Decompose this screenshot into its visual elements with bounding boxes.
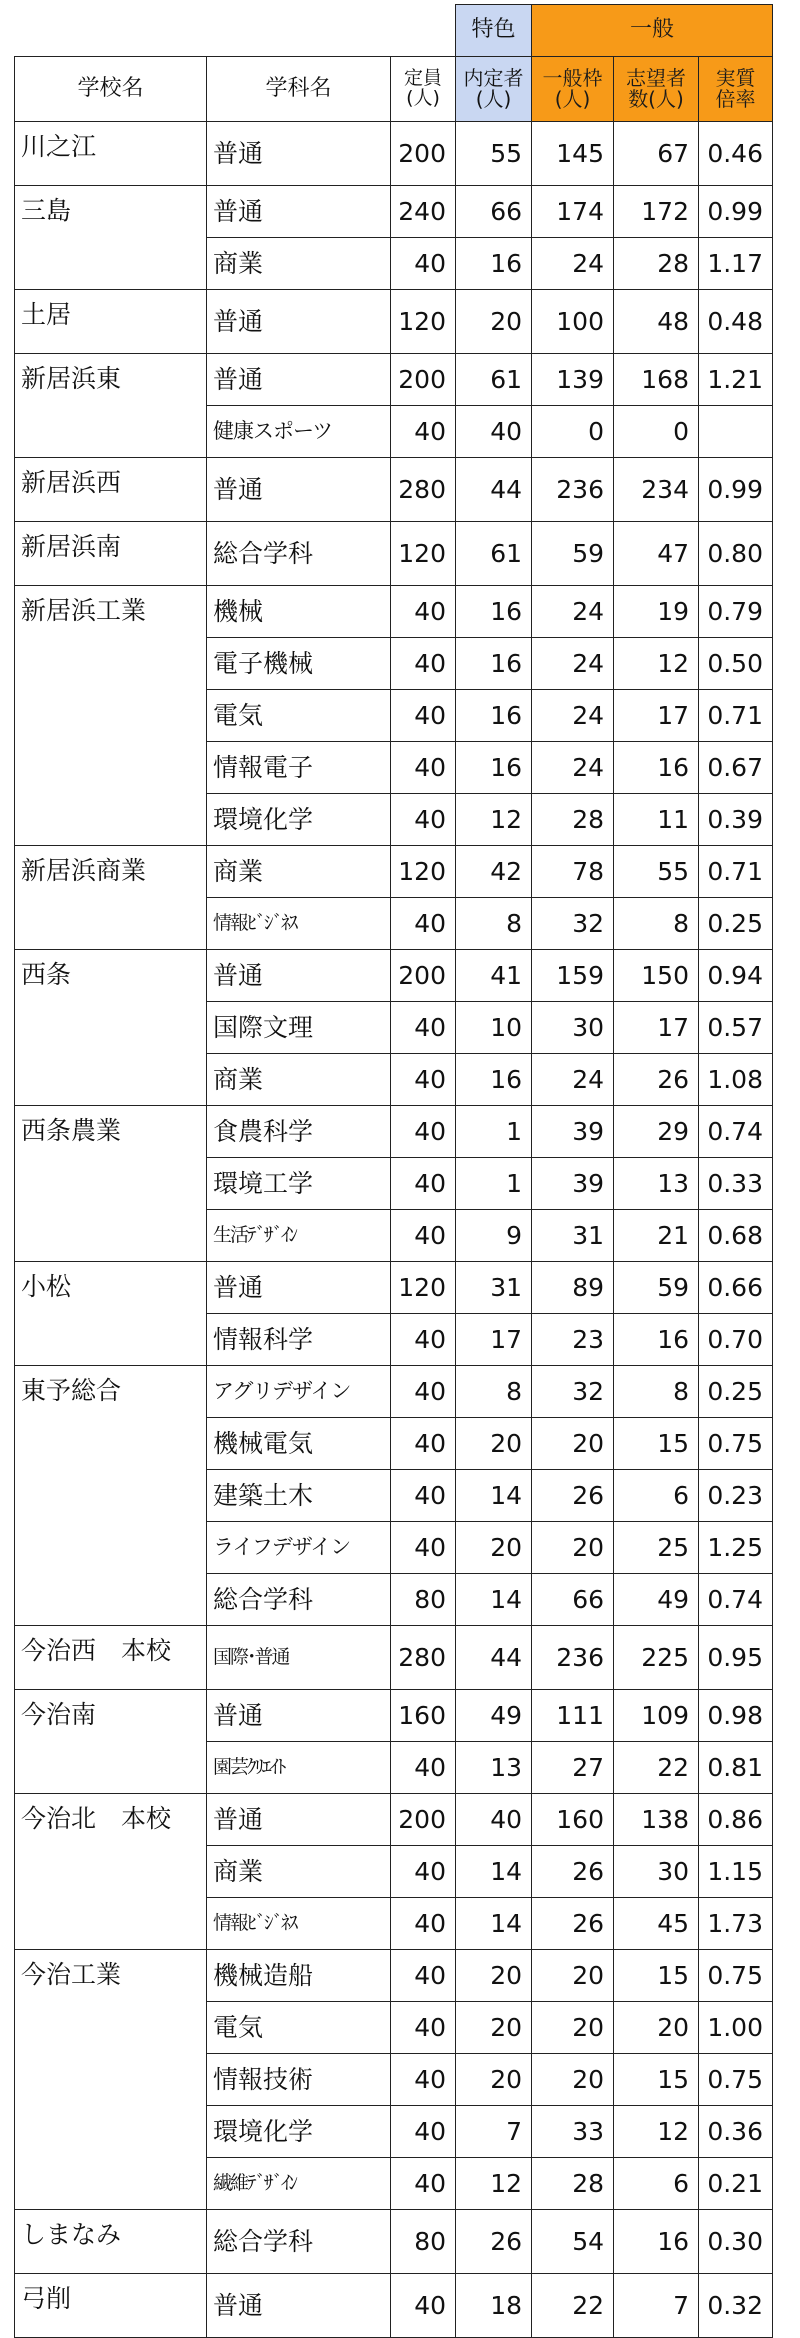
header-group-row — [15, 5, 773, 57]
cell-dept: 普通 — [207, 1689, 391, 1741]
cell-ippan-waku: 24 — [532, 741, 614, 793]
table-row — [15, 845, 773, 897]
cell-capacity: 40 — [391, 897, 456, 949]
cell-school-name: 今治南 — [15, 1689, 207, 1793]
cell-ratio: 0.74 — [699, 1573, 773, 1625]
cell-naitei: 8 — [456, 897, 532, 949]
cell-applicants: 49 — [614, 1573, 699, 1625]
cell-ippan-waku: 54 — [532, 2209, 614, 2273]
cell-ippan-waku: 89 — [532, 1261, 614, 1313]
cell-capacity: 240 — [391, 185, 456, 237]
cell-capacity: 40 — [391, 405, 456, 457]
cell-capacity: 120 — [391, 289, 456, 353]
cell-ippan-waku: 24 — [532, 637, 614, 689]
cell-dept: 情報ﾋﾞｼﾞﾈｽ — [207, 1897, 391, 1949]
cell-dept: 普通 — [207, 949, 391, 1001]
cell-applicants: 15 — [614, 1417, 699, 1469]
cell-naitei: 44 — [456, 1625, 532, 1689]
cell-ippan-waku: 20 — [532, 1521, 614, 1573]
cell-applicants: 13 — [614, 1157, 699, 1209]
cell-applicants: 15 — [614, 2053, 699, 2105]
cell-naitei: 16 — [456, 237, 532, 289]
cell-ratio: 0.74 — [699, 1105, 773, 1157]
cell-ippan-waku: 26 — [532, 1897, 614, 1949]
cell-applicants: 19 — [614, 585, 699, 637]
cell-ippan-waku: 39 — [532, 1105, 614, 1157]
cell-ratio: 0.57 — [699, 1001, 773, 1053]
cell-ippan-waku: 20 — [532, 1417, 614, 1469]
cell-naitei: 55 — [456, 121, 532, 185]
cell-capacity: 40 — [391, 2053, 456, 2105]
cell-dept: 食農科学 — [207, 1105, 391, 1157]
header-group-ippan: 一般 — [532, 5, 773, 57]
cell-naitei: 10 — [456, 1001, 532, 1053]
cell-school-name: 新居浜東 — [15, 353, 207, 457]
cell-dept: 環境化学 — [207, 2105, 391, 2157]
cell-applicants: 11 — [614, 793, 699, 845]
cell-ippan-waku: 236 — [532, 457, 614, 521]
cell-applicants: 16 — [614, 1313, 699, 1365]
cell-dept: 普通 — [207, 1793, 391, 1845]
cell-naitei: 40 — [456, 1793, 532, 1845]
cell-naitei: 20 — [456, 2001, 532, 2053]
cell-naitei: 20 — [456, 2053, 532, 2105]
cell-applicants: 172 — [614, 185, 699, 237]
cell-dept: 情報技術 — [207, 2053, 391, 2105]
cell-ippan-waku: 39 — [532, 1157, 614, 1209]
cell-ratio: 0.79 — [699, 585, 773, 637]
cell-ratio: 0.68 — [699, 1209, 773, 1261]
cell-naitei: 41 — [456, 949, 532, 1001]
cell-capacity: 40 — [391, 1157, 456, 1209]
cell-ratio: 1.15 — [699, 1845, 773, 1897]
cell-applicants: 16 — [614, 2209, 699, 2273]
cell-naitei: 7 — [456, 2105, 532, 2157]
cell-naitei: 16 — [456, 1053, 532, 1105]
header-school: 学校名 — [15, 56, 207, 121]
cell-naitei: 13 — [456, 1741, 532, 1793]
cell-capacity: 80 — [391, 1573, 456, 1625]
cell-dept: 総合学科 — [207, 521, 391, 585]
cell-dept: 機械電気 — [207, 1417, 391, 1469]
cell-applicants: 16 — [614, 741, 699, 793]
cell-school-name: 小松 — [15, 1261, 207, 1365]
cell-naitei: 14 — [456, 1469, 532, 1521]
cell-ippan-waku: 66 — [532, 1573, 614, 1625]
header-group-tokushoku: 特色 — [456, 5, 532, 57]
cell-applicants: 6 — [614, 2157, 699, 2209]
cell-capacity: 40 — [391, 2001, 456, 2053]
cell-applicants: 109 — [614, 1689, 699, 1741]
cell-applicants: 45 — [614, 1897, 699, 1949]
cell-ippan-waku: 28 — [532, 793, 614, 845]
cell-dept: 普通 — [207, 2273, 391, 2337]
cell-naitei: 16 — [456, 741, 532, 793]
cell-school-name: 今治西 本校 — [15, 1625, 207, 1689]
cell-capacity: 40 — [391, 1053, 456, 1105]
cell-school-name: 西条 — [15, 949, 207, 1105]
cell-applicants: 150 — [614, 949, 699, 1001]
cell-dept: 環境化学 — [207, 793, 391, 845]
cell-capacity: 40 — [391, 741, 456, 793]
cell-ratio: 0.67 — [699, 741, 773, 793]
table-row — [15, 1793, 773, 1845]
cell-naitei: 12 — [456, 2157, 532, 2209]
cell-ratio: 0.66 — [699, 1261, 773, 1313]
cell-ratio: 0.50 — [699, 637, 773, 689]
cell-capacity: 160 — [391, 1689, 456, 1741]
cell-naitei: 20 — [456, 289, 532, 353]
cell-applicants: 234 — [614, 457, 699, 521]
cell-capacity: 280 — [391, 457, 456, 521]
cell-school-name: 新居浜工業 — [15, 585, 207, 845]
cell-school-name: 新居浜商業 — [15, 845, 207, 949]
cell-ratio: 0.39 — [699, 793, 773, 845]
cell-ippan-waku: 0 — [532, 405, 614, 457]
cell-dept: 普通 — [207, 185, 391, 237]
cell-ippan-waku: 24 — [532, 1053, 614, 1105]
cell-applicants: 0 — [614, 405, 699, 457]
cell-dept: 園芸ｸﾘｴｲﾄ — [207, 1741, 391, 1793]
cell-dept: 情報科学 — [207, 1313, 391, 1365]
cell-naitei: 1 — [456, 1157, 532, 1209]
cell-ratio: 0.33 — [699, 1157, 773, 1209]
cell-applicants: 15 — [614, 1949, 699, 2001]
header-dept: 学科名 — [207, 56, 391, 121]
cell-naitei: 8 — [456, 1365, 532, 1417]
cell-dept: 情報ﾋﾞｼﾞﾈｽ — [207, 897, 391, 949]
cell-dept: 総合学科 — [207, 2209, 391, 2273]
cell-ratio: 0.32 — [699, 2273, 773, 2337]
cell-dept: 建築土木 — [207, 1469, 391, 1521]
cell-ratio: 0.48 — [699, 289, 773, 353]
cell-dept: 電気 — [207, 689, 391, 741]
cell-ippan-waku: 236 — [532, 1625, 614, 1689]
cell-dept: 商業 — [207, 845, 391, 897]
cell-ratio: 0.23 — [699, 1469, 773, 1521]
cell-dept: 繊維ﾃﾞｻﾞｲﾝ — [207, 2157, 391, 2209]
cell-dept: 電気 — [207, 2001, 391, 2053]
cell-dept: アグリデザイン — [207, 1365, 391, 1417]
cell-applicants: 225 — [614, 1625, 699, 1689]
cell-dept: 商業 — [207, 237, 391, 289]
cell-capacity: 200 — [391, 1793, 456, 1845]
table-row — [15, 949, 773, 1001]
cell-school-name: 新居浜南 — [15, 521, 207, 585]
cell-ratio: 0.75 — [699, 1949, 773, 2001]
cell-ratio: 0.70 — [699, 1313, 773, 1365]
cell-applicants: 67 — [614, 121, 699, 185]
cell-ippan-waku: 78 — [532, 845, 614, 897]
cell-capacity: 280 — [391, 1625, 456, 1689]
cell-capacity: 40 — [391, 1417, 456, 1469]
cell-capacity: 40 — [391, 2157, 456, 2209]
cell-naitei: 14 — [456, 1845, 532, 1897]
cell-naitei: 14 — [456, 1573, 532, 1625]
table-row — [15, 1689, 773, 1741]
cell-dept: 機械 — [207, 585, 391, 637]
cell-ratio: 0.86 — [699, 1793, 773, 1845]
table-row — [15, 1105, 773, 1157]
cell-ratio: 0.21 — [699, 2157, 773, 2209]
cell-capacity: 40 — [391, 1949, 456, 2001]
cell-school-name: 新居浜西 — [15, 457, 207, 521]
cell-capacity: 120 — [391, 521, 456, 585]
cell-school-name: 今治工業 — [15, 1949, 207, 2209]
cell-capacity: 120 — [391, 845, 456, 897]
cell-ratio: 0.94 — [699, 949, 773, 1001]
cell-school-name: 川之江 — [15, 121, 207, 185]
cell-capacity: 80 — [391, 2209, 456, 2273]
cell-dept: 健康スポーツ — [207, 405, 391, 457]
cell-ippan-waku: 31 — [532, 1209, 614, 1261]
table-row — [15, 521, 773, 585]
cell-capacity: 40 — [391, 689, 456, 741]
cell-ratio — [699, 405, 773, 457]
cell-ippan-waku: 24 — [532, 237, 614, 289]
cell-naitei: 26 — [456, 2209, 532, 2273]
cell-ratio: 0.46 — [699, 121, 773, 185]
cell-ratio: 1.17 — [699, 237, 773, 289]
cell-applicants: 20 — [614, 2001, 699, 2053]
cell-naitei: 9 — [456, 1209, 532, 1261]
cell-ippan-waku: 32 — [532, 897, 614, 949]
cell-dept: ライフデザイン — [207, 1521, 391, 1573]
cell-applicants: 12 — [614, 2105, 699, 2157]
cell-ratio: 0.99 — [699, 185, 773, 237]
cell-naitei: 16 — [456, 689, 532, 741]
cell-applicants: 17 — [614, 1001, 699, 1053]
table-row — [15, 457, 773, 521]
cell-naitei: 61 — [456, 521, 532, 585]
cell-ippan-waku: 139 — [532, 353, 614, 405]
cell-naitei: 49 — [456, 1689, 532, 1741]
cell-dept: 生活ﾃﾞｻﾞｲﾝ — [207, 1209, 391, 1261]
table-body — [15, 121, 773, 2337]
cell-school-name: 東予総合 — [15, 1365, 207, 1625]
cell-applicants: 30 — [614, 1845, 699, 1897]
table-row — [15, 185, 773, 237]
cell-ippan-waku: 27 — [532, 1741, 614, 1793]
cell-school-name: しまなみ — [15, 2209, 207, 2273]
cell-dept: 総合学科 — [207, 1573, 391, 1625]
cell-ratio: 0.30 — [699, 2209, 773, 2273]
cell-applicants: 138 — [614, 1793, 699, 1845]
cell-naitei: 42 — [456, 845, 532, 897]
cell-naitei: 40 — [456, 405, 532, 457]
cell-naitei: 17 — [456, 1313, 532, 1365]
cell-applicants: 168 — [614, 353, 699, 405]
cell-ippan-waku: 111 — [532, 1689, 614, 1741]
cell-capacity: 40 — [391, 1313, 456, 1365]
cell-applicants: 55 — [614, 845, 699, 897]
table-row — [15, 289, 773, 353]
cell-capacity: 40 — [391, 2273, 456, 2337]
cell-naitei: 14 — [456, 1897, 532, 1949]
cell-school-name: 西条農業 — [15, 1105, 207, 1261]
cell-capacity: 40 — [391, 1741, 456, 1793]
cell-applicants: 22 — [614, 1741, 699, 1793]
cell-ippan-waku: 32 — [532, 1365, 614, 1417]
cell-dept: 普通 — [207, 289, 391, 353]
cell-capacity: 40 — [391, 1845, 456, 1897]
cell-ippan-waku: 33 — [532, 2105, 614, 2157]
table-row — [15, 2209, 773, 2273]
cell-ippan-waku: 174 — [532, 185, 614, 237]
cell-naitei: 16 — [456, 637, 532, 689]
cell-ratio: 0.25 — [699, 1365, 773, 1417]
cell-capacity: 40 — [391, 585, 456, 637]
cell-capacity: 120 — [391, 1261, 456, 1313]
cell-capacity: 40 — [391, 1105, 456, 1157]
cell-ratio: 0.80 — [699, 521, 773, 585]
header-row — [15, 56, 773, 121]
cell-capacity: 40 — [391, 1209, 456, 1261]
cell-dept: 機械造船 — [207, 1949, 391, 2001]
cell-capacity: 40 — [391, 637, 456, 689]
cell-naitei: 66 — [456, 185, 532, 237]
cell-ippan-waku: 30 — [532, 1001, 614, 1053]
cell-dept: 電子機械 — [207, 637, 391, 689]
cell-capacity: 200 — [391, 121, 456, 185]
cell-capacity: 40 — [391, 1521, 456, 1573]
cell-applicants: 8 — [614, 897, 699, 949]
cell-ippan-waku: 26 — [532, 1845, 614, 1897]
cell-ratio: 0.71 — [699, 845, 773, 897]
header-ratio: 実質 倍率 — [699, 56, 773, 121]
cell-applicants: 59 — [614, 1261, 699, 1313]
cell-ratio: 0.36 — [699, 2105, 773, 2157]
cell-naitei: 12 — [456, 793, 532, 845]
cell-ippan-waku: 145 — [532, 121, 614, 185]
cell-school-name: 今治北 本校 — [15, 1793, 207, 1949]
cell-ippan-waku: 160 — [532, 1793, 614, 1845]
cell-ippan-waku: 22 — [532, 2273, 614, 2337]
cell-ippan-waku: 24 — [532, 585, 614, 637]
cell-ratio: 1.21 — [699, 353, 773, 405]
cell-ippan-waku: 100 — [532, 289, 614, 353]
cell-capacity: 40 — [391, 793, 456, 845]
table-row — [15, 2273, 773, 2337]
cell-dept: 情報電子 — [207, 741, 391, 793]
cell-ratio: 0.95 — [699, 1625, 773, 1689]
header-ippan-waku: 一般枠 (人) — [532, 56, 614, 121]
admissions-table-container — [14, 4, 773, 2338]
cell-applicants: 25 — [614, 1521, 699, 1573]
table-row — [15, 1949, 773, 2001]
cell-ippan-waku: 20 — [532, 1949, 614, 2001]
cell-capacity: 40 — [391, 237, 456, 289]
cell-naitei: 61 — [456, 353, 532, 405]
cell-school-name: 弓削 — [15, 2273, 207, 2337]
cell-school-name: 三島 — [15, 185, 207, 289]
cell-applicants: 17 — [614, 689, 699, 741]
table-row — [15, 121, 773, 185]
header-capacity: 定員 (人) — [391, 56, 456, 121]
cell-naitei: 1 — [456, 1105, 532, 1157]
cell-capacity: 40 — [391, 1001, 456, 1053]
cell-capacity: 40 — [391, 1365, 456, 1417]
cell-dept: 普通 — [207, 457, 391, 521]
cell-ratio: 0.81 — [699, 1741, 773, 1793]
cell-ippan-waku: 26 — [532, 1469, 614, 1521]
cell-ratio: 1.00 — [699, 2001, 773, 2053]
cell-naitei: 31 — [456, 1261, 532, 1313]
cell-ippan-waku: 20 — [532, 2001, 614, 2053]
cell-applicants: 26 — [614, 1053, 699, 1105]
cell-ratio: 0.71 — [699, 689, 773, 741]
cell-dept: 普通 — [207, 353, 391, 405]
table-row — [15, 1365, 773, 1417]
cell-ippan-waku: 28 — [532, 2157, 614, 2209]
cell-capacity: 40 — [391, 1469, 456, 1521]
cell-capacity: 40 — [391, 2105, 456, 2157]
cell-applicants: 48 — [614, 289, 699, 353]
header-applicants: 志望者 数(人) — [614, 56, 699, 121]
cell-dept: 商業 — [207, 1053, 391, 1105]
cell-ratio: 1.25 — [699, 1521, 773, 1573]
cell-capacity: 40 — [391, 1897, 456, 1949]
table-row — [15, 585, 773, 637]
cell-dept: 国際文理 — [207, 1001, 391, 1053]
table-row — [15, 1261, 773, 1313]
cell-dept: 普通 — [207, 1261, 391, 1313]
cell-school-name: 土居 — [15, 289, 207, 353]
cell-ratio: 0.98 — [699, 1689, 773, 1741]
cell-naitei: 20 — [456, 1949, 532, 2001]
table-row — [15, 353, 773, 405]
cell-ippan-waku: 20 — [532, 2053, 614, 2105]
cell-capacity: 200 — [391, 353, 456, 405]
cell-applicants: 6 — [614, 1469, 699, 1521]
cell-ippan-waku: 159 — [532, 949, 614, 1001]
cell-applicants: 21 — [614, 1209, 699, 1261]
cell-ippan-waku: 24 — [532, 689, 614, 741]
cell-applicants: 47 — [614, 521, 699, 585]
cell-ratio: 1.08 — [699, 1053, 773, 1105]
cell-naitei: 20 — [456, 1521, 532, 1573]
cell-dept: 環境工学 — [207, 1157, 391, 1209]
cell-naitei: 18 — [456, 2273, 532, 2337]
cell-ratio: 1.73 — [699, 1897, 773, 1949]
cell-naitei: 20 — [456, 1417, 532, 1469]
cell-ratio: 0.25 — [699, 897, 773, 949]
cell-naitei: 16 — [456, 585, 532, 637]
cell-applicants: 7 — [614, 2273, 699, 2337]
cell-capacity: 200 — [391, 949, 456, 1001]
table-row — [15, 1625, 773, 1689]
admissions-table — [14, 4, 773, 2338]
cell-dept: 普通 — [207, 121, 391, 185]
cell-applicants: 29 — [614, 1105, 699, 1157]
cell-applicants: 12 — [614, 637, 699, 689]
header-naitei: 内定者 (人) — [456, 56, 532, 121]
cell-applicants: 8 — [614, 1365, 699, 1417]
cell-ratio: 0.75 — [699, 1417, 773, 1469]
cell-dept: 商業 — [207, 1845, 391, 1897]
cell-ratio: 0.99 — [699, 457, 773, 521]
cell-dept: 国際･普通 — [207, 1625, 391, 1689]
cell-ippan-waku: 59 — [532, 521, 614, 585]
cell-naitei: 44 — [456, 457, 532, 521]
cell-ratio: 0.75 — [699, 2053, 773, 2105]
cell-applicants: 28 — [614, 237, 699, 289]
cell-ippan-waku: 23 — [532, 1313, 614, 1365]
